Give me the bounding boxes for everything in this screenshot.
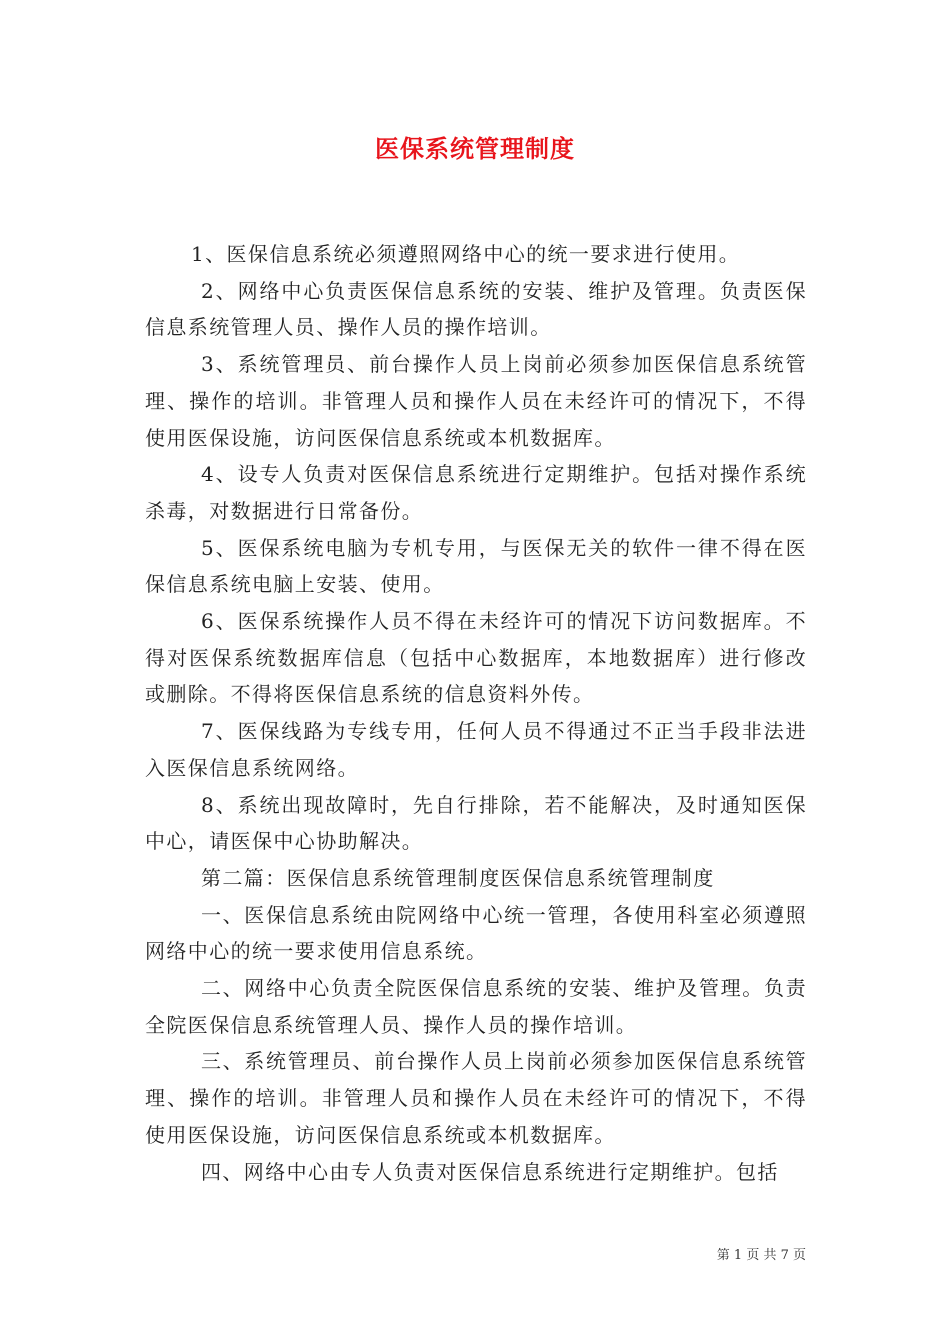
paragraph: 三、系统管理员、前台操作人员上岗前必须参加医保信息系统管理、操作的培训。非管理人员和操作人员在未经许可的情况下，不得使用医保设施，访问医保信息系统或本机数据库。: [145, 1049, 807, 1147]
paragraph: 8、系统出现故障时，先自行排除，若不能解决，及时通知医保中心，请医保中心协助解决。: [145, 792, 807, 854]
paragraph: 2、网络中心负责医保信息系统的安装、维护及管理。负责医保信息系统管理人员、操作人员的操作培训。: [145, 278, 807, 340]
paragraph: 7、医保线路为专线专用，任何人员不得通过不正当手段非法进入医保信息系统网络。: [145, 719, 807, 780]
paragraph: 3、系统管理员、前台操作人员上岗前必须参加医保信息系统管理、操作的培训。非管理人员和操作人员在未经许可的情况下，不得使用医保设施，访问医保信息系统或本机数据库。: [145, 352, 807, 450]
paragraph: 一、医保信息系统由院网络中心统一管理，各使用科室必须遵照网络中心的统一要求使用信息系统。: [145, 902, 807, 964]
document-body: [145, 236, 807, 1190]
document-title: 医保系统管理制度: [375, 134, 575, 163]
paragraph: 四、网络中心由专人负责对医保信息系统进行定期维护。包括: [201, 1159, 779, 1184]
paragraph: 5、医保系统电脑为专机专用，与医保无关的软件一律不得在医保信息系统电脑上安装、使用。: [145, 535, 807, 597]
paragraph: 二、网络中心负责全院医保信息系统的安装、维护及管理。负责全院医保信息系统管理人员、操作人员的操作培训。: [145, 976, 807, 1037]
paragraph: 6、医保系统操作人员不得在未经许可的情况下访问数据库。不得对医保系统数据库信息（包括中心数据库，本地数据库）进行修改或删除。不得将医保信息系统的信息资料外传。: [145, 609, 807, 707]
paragraph: 4、设专人负责对医保信息系统进行定期维护。包括对操作系统杀毒，对数据进行日常备份。: [145, 462, 807, 523]
paragraph: 1、医保信息系统必须遵照网络中心的统一要求进行使用。: [191, 242, 741, 266]
section-heading: 第二篇：医保信息系统管理制度医保信息系统管理制度: [201, 865, 715, 890]
page-number: 第 1 页 共 7 页: [716, 1248, 806, 1263]
